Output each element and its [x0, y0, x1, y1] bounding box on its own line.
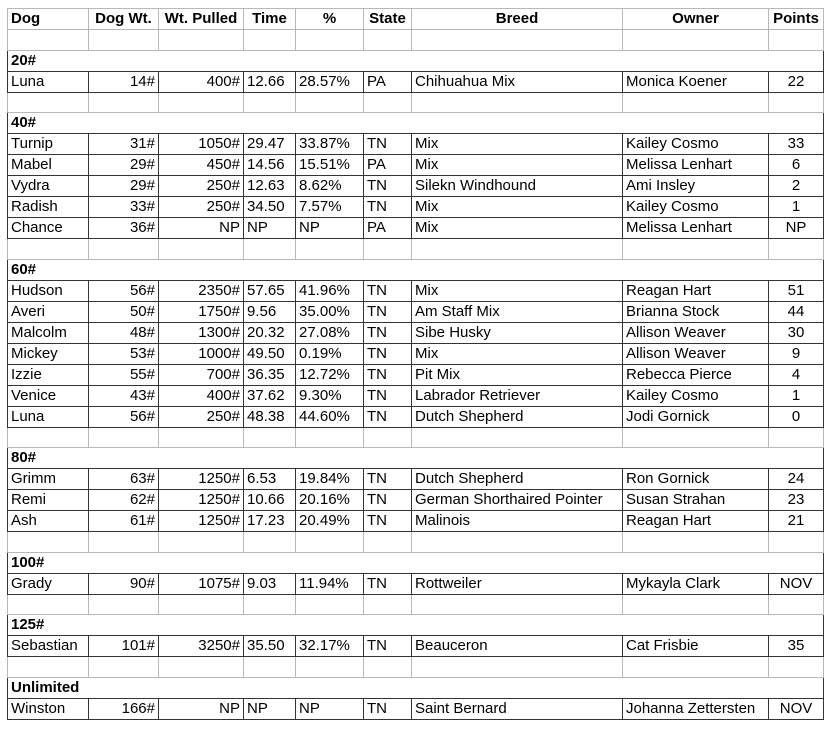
cell-time: 34.50 — [244, 197, 296, 218]
cell-breed: Mix — [412, 218, 623, 239]
cell-dog-weight: 53# — [89, 343, 159, 364]
cell-weight-pulled: 1750# — [159, 301, 244, 322]
header-state: State — [364, 9, 412, 30]
cell-weight-pulled: NP — [159, 698, 244, 719]
header-percent: % — [296, 9, 364, 30]
cell-owner: Kailey Cosmo — [623, 385, 769, 406]
weight-class-label: 100# — [8, 552, 824, 573]
cell-dog: Averi — [8, 301, 89, 322]
cell-percent: 44.60% — [296, 406, 364, 427]
cell-dog-weight: 14# — [89, 71, 159, 92]
dog-row — [8, 155, 824, 176]
cell-dog: Radish — [8, 197, 89, 218]
weight-class-row — [8, 448, 824, 469]
cell-points: 9 — [769, 343, 824, 364]
empty-cell — [159, 594, 244, 615]
empty-cell — [364, 532, 412, 553]
cell-weight-pulled: 1250# — [159, 469, 244, 490]
cell-state: TN — [364, 511, 412, 532]
cell-weight-pulled: 700# — [159, 364, 244, 385]
empty-cell — [244, 594, 296, 615]
weight-class-row — [8, 615, 824, 636]
dog-row — [8, 364, 824, 385]
cell-time: 29.47 — [244, 134, 296, 155]
weight-class-label: 20# — [8, 50, 824, 71]
empty-cell — [769, 532, 824, 553]
cell-points: 4 — [769, 364, 824, 385]
cell-state: TN — [364, 301, 412, 322]
empty-cell — [89, 239, 159, 260]
cell-dog: Mabel — [8, 155, 89, 176]
cell-weight-pulled: 250# — [159, 406, 244, 427]
cell-state: TN — [364, 573, 412, 594]
cell-points: NP — [769, 218, 824, 239]
cell-points: 2 — [769, 176, 824, 197]
cell-owner: Reagan Hart — [623, 280, 769, 301]
cell-state: TN — [364, 406, 412, 427]
cell-owner: Rebecca Pierce — [623, 364, 769, 385]
cell-dog: Remi — [8, 490, 89, 511]
cell-points: 33 — [769, 134, 824, 155]
cell-percent: 35.00% — [296, 301, 364, 322]
cell-weight-pulled: 1300# — [159, 322, 244, 343]
empty-cell — [89, 657, 159, 678]
cell-dog: Venice — [8, 385, 89, 406]
empty-cell — [159, 532, 244, 553]
cell-breed: Chihuahua Mix — [412, 71, 623, 92]
cell-breed: Mix — [412, 280, 623, 301]
cell-owner: Cat Frisbie — [623, 636, 769, 657]
cell-dog: Turnip — [8, 134, 89, 155]
empty-cell — [769, 657, 824, 678]
cell-dog-weight: 48# — [89, 322, 159, 343]
cell-weight-pulled: 1250# — [159, 511, 244, 532]
empty-cell — [8, 594, 89, 615]
dog-row — [8, 176, 824, 197]
weight-class-row — [8, 50, 824, 71]
header-weight-pulled: Wt. Pulled — [159, 9, 244, 30]
cell-percent: 11.94% — [296, 573, 364, 594]
empty-cell — [412, 532, 623, 553]
dog-row — [8, 197, 824, 218]
empty-cell — [244, 239, 296, 260]
cell-dog: Ash — [8, 511, 89, 532]
cell-state: TN — [364, 280, 412, 301]
cell-breed: Mix — [412, 197, 623, 218]
cell-owner: Brianna Stock — [623, 301, 769, 322]
cell-points: 0 — [769, 406, 824, 427]
cell-dog-weight: 33# — [89, 197, 159, 218]
weight-class-label: 40# — [8, 113, 824, 134]
empty-cell — [623, 239, 769, 260]
empty-cell — [296, 594, 364, 615]
cell-points: NOV — [769, 573, 824, 594]
cell-owner: Allison Weaver — [623, 322, 769, 343]
empty-cell — [8, 532, 89, 553]
empty-cell — [89, 30, 159, 51]
cell-dog-weight: 31# — [89, 134, 159, 155]
cell-percent: 0.19% — [296, 343, 364, 364]
cell-percent: 9.30% — [296, 385, 364, 406]
empty-cell — [769, 239, 824, 260]
empty-cell — [364, 92, 412, 113]
header-breed: Breed — [412, 9, 623, 30]
header-points: Points — [769, 9, 824, 30]
cell-points: 24 — [769, 469, 824, 490]
weight-class-label: Unlimited — [8, 677, 824, 698]
cell-state: TN — [364, 134, 412, 155]
cell-dog-weight: 166# — [89, 698, 159, 719]
cell-breed: Mix — [412, 155, 623, 176]
cell-percent: 8.62% — [296, 176, 364, 197]
empty-cell — [159, 92, 244, 113]
cell-time: 9.56 — [244, 301, 296, 322]
dog-row — [8, 490, 824, 511]
empty-cell — [8, 30, 89, 51]
empty-cell — [244, 92, 296, 113]
cell-dog: Winston — [8, 698, 89, 719]
cell-dog-weight: 29# — [89, 176, 159, 197]
cell-owner: Allison Weaver — [623, 343, 769, 364]
cell-state: PA — [364, 71, 412, 92]
cell-dog: Luna — [8, 71, 89, 92]
empty-cell — [769, 427, 824, 448]
cell-dog: Grady — [8, 573, 89, 594]
cell-owner: Susan Strahan — [623, 490, 769, 511]
empty-cell — [244, 657, 296, 678]
spacer-row — [8, 427, 824, 448]
weight-class-label: 80# — [8, 448, 824, 469]
cell-weight-pulled: 250# — [159, 197, 244, 218]
cell-state: PA — [364, 155, 412, 176]
cell-time: 36.35 — [244, 364, 296, 385]
cell-dog-weight: 56# — [89, 406, 159, 427]
cell-dog: Izzie — [8, 364, 89, 385]
dog-row — [8, 511, 824, 532]
empty-cell — [89, 532, 159, 553]
dog-row — [8, 698, 824, 719]
header-dog: Dog — [8, 9, 89, 30]
cell-owner: Melissa Lenhart — [623, 155, 769, 176]
cell-points: NOV — [769, 698, 824, 719]
dog-row — [8, 322, 824, 343]
cell-state: TN — [364, 364, 412, 385]
empty-cell — [364, 427, 412, 448]
empty-cell — [8, 92, 89, 113]
empty-cell — [769, 30, 824, 51]
empty-cell — [89, 92, 159, 113]
cell-owner: Ron Gornick — [623, 469, 769, 490]
dog-row — [8, 301, 824, 322]
cell-dog-weight: 50# — [89, 301, 159, 322]
cell-points: 6 — [769, 155, 824, 176]
cell-percent: 12.72% — [296, 364, 364, 385]
empty-cell — [412, 594, 623, 615]
cell-breed: Rottweiler — [412, 573, 623, 594]
cell-time: 17.23 — [244, 511, 296, 532]
cell-breed: Silekn Windhound — [412, 176, 623, 197]
cell-percent: NP — [296, 698, 364, 719]
weight-class-label: 125# — [8, 615, 824, 636]
cell-time: 6.53 — [244, 469, 296, 490]
cell-weight-pulled: 1075# — [159, 573, 244, 594]
cell-time: 20.32 — [244, 322, 296, 343]
dog-row — [8, 134, 824, 155]
cell-weight-pulled: 250# — [159, 176, 244, 197]
empty-cell — [364, 30, 412, 51]
cell-dog: Grimm — [8, 469, 89, 490]
cell-time: NP — [244, 698, 296, 719]
cell-breed: Pit Mix — [412, 364, 623, 385]
cell-breed: Am Staff Mix — [412, 301, 623, 322]
empty-cell — [159, 657, 244, 678]
cell-owner: Mykayla Clark — [623, 573, 769, 594]
weight-class-row — [8, 259, 824, 280]
cell-time: 57.65 — [244, 280, 296, 301]
cell-percent: 32.17% — [296, 636, 364, 657]
cell-percent: 20.49% — [296, 511, 364, 532]
cell-state: TN — [364, 490, 412, 511]
dog-row — [8, 343, 824, 364]
cell-dog-weight: 90# — [89, 573, 159, 594]
cell-percent: 33.87% — [296, 134, 364, 155]
empty-cell — [623, 594, 769, 615]
cell-dog: Luna — [8, 406, 89, 427]
dog-row — [8, 573, 824, 594]
cell-weight-pulled: 400# — [159, 385, 244, 406]
cell-dog-weight: 101# — [89, 636, 159, 657]
cell-breed: Labrador Retriever — [412, 385, 623, 406]
cell-dog: Hudson — [8, 280, 89, 301]
cell-percent: 20.16% — [296, 490, 364, 511]
empty-cell — [412, 239, 623, 260]
dog-row — [8, 636, 824, 657]
cell-owner: Johanna Zettersten — [623, 698, 769, 719]
cell-owner: Melissa Lenhart — [623, 218, 769, 239]
cell-points: 21 — [769, 511, 824, 532]
weight-class-row — [8, 552, 824, 573]
cell-breed: Malinois — [412, 511, 623, 532]
cell-state: PA — [364, 218, 412, 239]
empty-cell — [623, 657, 769, 678]
cell-dog: Vydra — [8, 176, 89, 197]
empty-cell — [8, 657, 89, 678]
cell-points: 22 — [769, 71, 824, 92]
empty-cell — [412, 92, 623, 113]
empty-cell — [296, 30, 364, 51]
dog-row — [8, 218, 824, 239]
empty-cell — [296, 92, 364, 113]
dog-row — [8, 406, 824, 427]
header-time: Time — [244, 9, 296, 30]
cell-points: 35 — [769, 636, 824, 657]
empty-cell — [8, 239, 89, 260]
cell-weight-pulled: NP — [159, 218, 244, 239]
weight-class-row — [8, 677, 824, 698]
results-table — [7, 8, 824, 720]
dog-row — [8, 71, 824, 92]
cell-points: 1 — [769, 385, 824, 406]
cell-dog: Mickey — [8, 343, 89, 364]
spacer-row — [8, 92, 824, 113]
cell-time: NP — [244, 218, 296, 239]
cell-percent: NP — [296, 218, 364, 239]
header-row — [8, 9, 824, 30]
cell-weight-pulled: 1050# — [159, 134, 244, 155]
empty-cell — [364, 239, 412, 260]
empty-cell — [89, 427, 159, 448]
empty-cell — [412, 427, 623, 448]
cell-weight-pulled: 400# — [159, 71, 244, 92]
cell-owner: Reagan Hart — [623, 511, 769, 532]
cell-time: 35.50 — [244, 636, 296, 657]
spacer-row — [8, 239, 824, 260]
cell-dog-weight: 61# — [89, 511, 159, 532]
cell-breed: Dutch Shepherd — [412, 469, 623, 490]
cell-owner: Ami Insley — [623, 176, 769, 197]
cell-percent: 7.57% — [296, 197, 364, 218]
cell-points: 23 — [769, 490, 824, 511]
cell-dog-weight: 56# — [89, 280, 159, 301]
cell-time: 12.66 — [244, 71, 296, 92]
cell-dog: Malcolm — [8, 322, 89, 343]
cell-dog-weight: 62# — [89, 490, 159, 511]
empty-cell — [244, 30, 296, 51]
cell-breed: German Shorthaired Pointer — [412, 490, 623, 511]
spacer-row — [8, 594, 824, 615]
empty-cell — [412, 657, 623, 678]
empty-cell — [89, 594, 159, 615]
empty-cell — [769, 594, 824, 615]
spacer-row — [8, 30, 824, 51]
spacer-row — [8, 657, 824, 678]
cell-state: TN — [364, 469, 412, 490]
cell-time: 9.03 — [244, 573, 296, 594]
cell-breed: Dutch Shepherd — [412, 406, 623, 427]
cell-time: 12.63 — [244, 176, 296, 197]
cell-state: TN — [364, 176, 412, 197]
cell-dog-weight: 36# — [89, 218, 159, 239]
cell-percent: 27.08% — [296, 322, 364, 343]
cell-weight-pulled: 1250# — [159, 490, 244, 511]
empty-cell — [244, 427, 296, 448]
cell-dog-weight: 29# — [89, 155, 159, 176]
cell-percent: 15.51% — [296, 155, 364, 176]
cell-breed: Mix — [412, 343, 623, 364]
cell-owner: Kailey Cosmo — [623, 197, 769, 218]
cell-dog: Chance — [8, 218, 89, 239]
cell-time: 37.62 — [244, 385, 296, 406]
empty-cell — [159, 239, 244, 260]
empty-cell — [8, 427, 89, 448]
cell-owner: Kailey Cosmo — [623, 134, 769, 155]
cell-dog-weight: 43# — [89, 385, 159, 406]
empty-cell — [244, 532, 296, 553]
cell-breed: Beauceron — [412, 636, 623, 657]
empty-cell — [623, 30, 769, 51]
empty-cell — [159, 30, 244, 51]
cell-owner: Monica Koener — [623, 71, 769, 92]
cell-state: TN — [364, 197, 412, 218]
cell-time: 10.66 — [244, 490, 296, 511]
cell-time: 49.50 — [244, 343, 296, 364]
cell-time: 14.56 — [244, 155, 296, 176]
cell-breed: Saint Bernard — [412, 698, 623, 719]
spacer-row — [8, 532, 824, 553]
cell-dog: Sebastian — [8, 636, 89, 657]
cell-weight-pulled: 3250# — [159, 636, 244, 657]
cell-state: TN — [364, 322, 412, 343]
cell-points: 51 — [769, 280, 824, 301]
cell-percent: 19.84% — [296, 469, 364, 490]
empty-cell — [412, 30, 623, 51]
cell-points: 1 — [769, 197, 824, 218]
empty-cell — [296, 532, 364, 553]
cell-state: TN — [364, 343, 412, 364]
empty-cell — [296, 657, 364, 678]
empty-cell — [623, 92, 769, 113]
cell-percent: 28.57% — [296, 71, 364, 92]
cell-dog-weight: 63# — [89, 469, 159, 490]
empty-cell — [159, 427, 244, 448]
cell-state: TN — [364, 636, 412, 657]
empty-cell — [296, 427, 364, 448]
dog-row — [8, 385, 824, 406]
weight-class-row — [8, 113, 824, 134]
dog-row — [8, 469, 824, 490]
header-owner: Owner — [623, 9, 769, 30]
header-dog-weight: Dog Wt. — [89, 9, 159, 30]
dog-row — [8, 280, 824, 301]
cell-percent: 41.96% — [296, 280, 364, 301]
empty-cell — [769, 92, 824, 113]
cell-points: 30 — [769, 322, 824, 343]
cell-breed: Mix — [412, 134, 623, 155]
cell-state: TN — [364, 698, 412, 719]
cell-points: 44 — [769, 301, 824, 322]
empty-cell — [364, 657, 412, 678]
cell-weight-pulled: 450# — [159, 155, 244, 176]
cell-breed: Sibe Husky — [412, 322, 623, 343]
empty-cell — [296, 239, 364, 260]
cell-state: TN — [364, 385, 412, 406]
empty-cell — [623, 427, 769, 448]
cell-weight-pulled: 1000# — [159, 343, 244, 364]
empty-cell — [623, 532, 769, 553]
cell-weight-pulled: 2350# — [159, 280, 244, 301]
cell-owner: Jodi Gornick — [623, 406, 769, 427]
cell-time: 48.38 — [244, 406, 296, 427]
cell-dog-weight: 55# — [89, 364, 159, 385]
empty-cell — [364, 594, 412, 615]
weight-class-label: 60# — [8, 259, 824, 280]
